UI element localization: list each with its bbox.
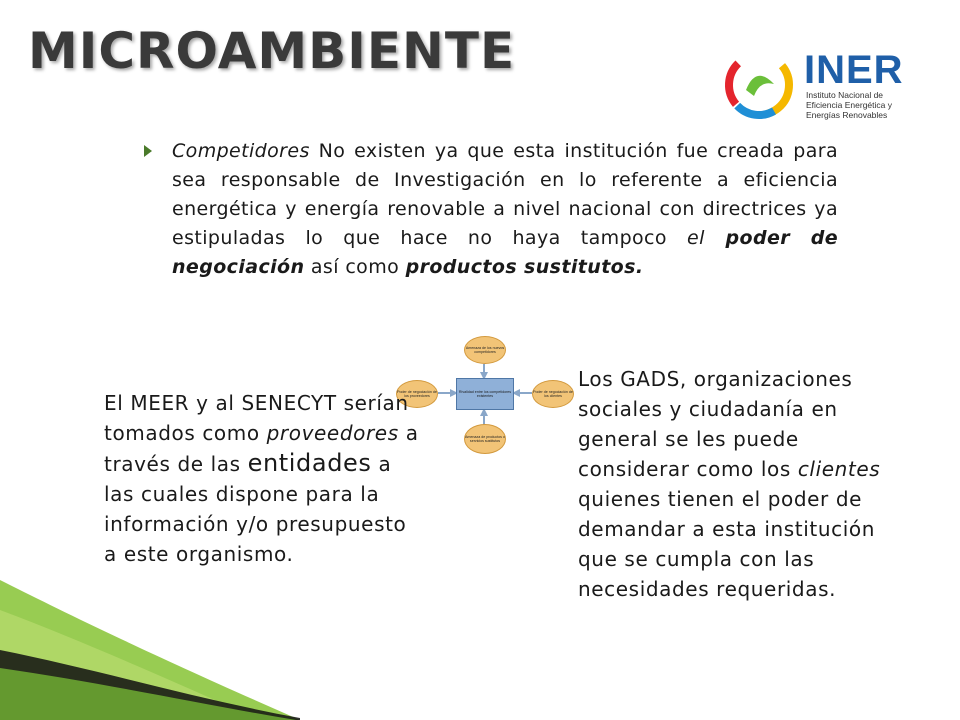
el-word: el — [687, 227, 705, 249]
iner-subtitle: Instituto Nacional de Eficiencia Energética y Energías Renovables — [806, 90, 892, 120]
suppliers-paragraph — [104, 388, 424, 569]
competitors-paragraph — [144, 137, 838, 282]
diagram-node-substitutes: Amenaza de productos o servicios sustitutos — [464, 424, 506, 454]
suppliers-term: proveedores — [266, 421, 399, 445]
suppliers-text-3: a las cuales dispone para la información y/o presupuesto a este organismo. — [104, 452, 407, 566]
page-title: MICROAMBIENTE — [28, 22, 516, 80]
substitute-products-term: productos sustitutos. — [405, 256, 644, 278]
iner-brand-text: INER — [804, 48, 904, 92]
competitors-text-2: así como — [304, 256, 406, 278]
diagram-node-rivalry: Rivalidad entre los competidores existentes — [456, 378, 514, 410]
clients-paragraph — [578, 364, 908, 604]
clients-term: clientes — [797, 457, 881, 481]
diagram-node-clients: Poder de negociación de los clientes — [532, 380, 574, 408]
entities-word: entidades — [247, 449, 372, 477]
clients-text-1: Los GADS, organizaciones sociales y ciudadanía en general se les puede considerar como los — [578, 367, 853, 481]
clients-text-2: quienes tienen el poder de demandar a esta institución que se cumpla con las necesidades requeridas. — [578, 487, 875, 601]
competitors-label: Competidores — [172, 140, 310, 162]
diagram-node-suppliers: Poder de negociación de los proveedores — [396, 380, 438, 408]
diagram-node-new-competitors: Amenaza de los nuevos competidores — [464, 336, 506, 364]
iner-logo — [716, 42, 916, 132]
iner-emblem-icon — [716, 42, 802, 128]
competitors-text-1: No existen ya que esta institución fue creada para sea responsable de Investigación en lo referente a eficiencia energética y energía renovable a nivel nacional con directrices ya estipuladas lo que hace no haya tampoco — [172, 140, 838, 249]
suppliers-text-2: a través de las — [104, 421, 419, 476]
bargaining-power-term: poder de negociación — [172, 227, 838, 278]
suppliers-text-1: El MEER y al SENECYT serían tomados como — [104, 391, 409, 445]
bullet-arrow-icon — [144, 145, 152, 157]
